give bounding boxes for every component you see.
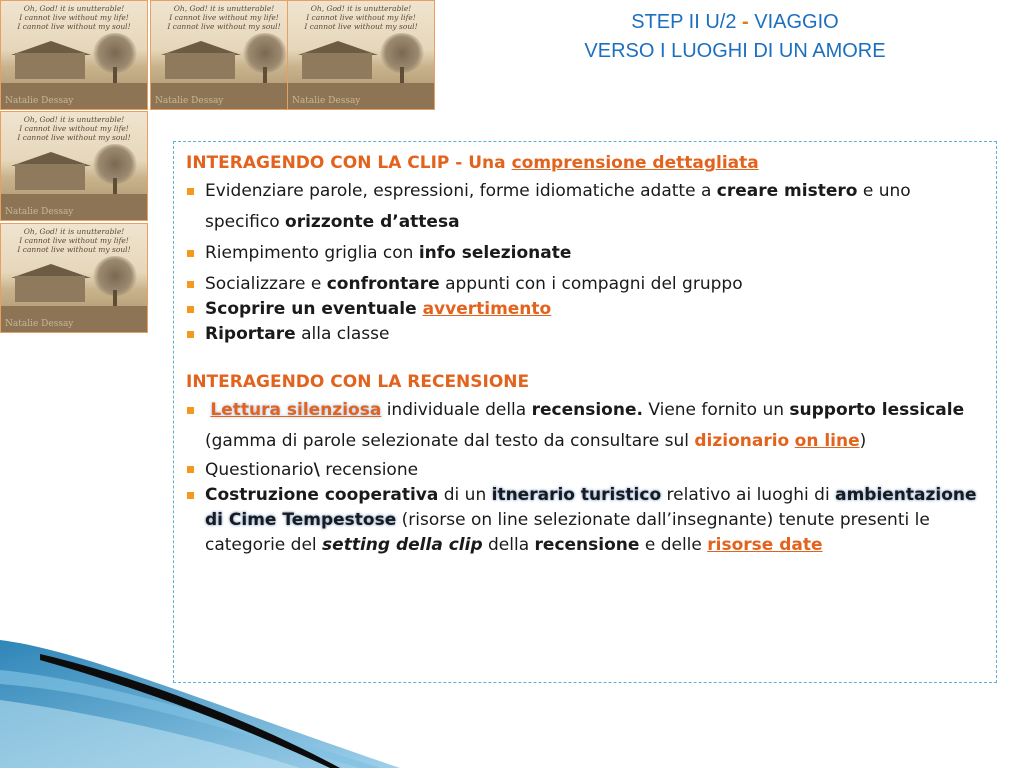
thumbnail-caption: Oh, God! it is unutterable! I cannot live without my life! I cannot live without my soul! (17, 115, 131, 142)
link-comprensione-dettagliata[interactable]: comprensione dettagliata (511, 153, 759, 173)
thumbnail-caption: Oh, God! it is unutterable! I cannot live without my life! I cannot live without my soul! (17, 227, 131, 254)
clip-thumbnail-2 (150, 0, 298, 110)
list-item: Riportare alla classe (186, 322, 982, 347)
title-line-2: VERSO I LUOGHI DI UN AMORE (584, 40, 886, 62)
slide-title (500, 8, 970, 66)
highlight-itinerario: itnerario turistico (491, 485, 662, 505)
highlight-lettura-silenziosa[interactable]: Lettura silenziosa (210, 400, 382, 420)
list-item: Evidenziare parole, espressioni, forme idiomatiche adatte a creare mistero e uno specifico orizzonte d’attesa (186, 176, 982, 238)
link-avvertimento[interactable]: avvertimento (422, 299, 552, 319)
clip-thumbnail-3 (287, 0, 435, 110)
list-item: Scoprire un eventuale avvertimento (186, 297, 982, 322)
list-item: Socializzare e confrontare appunti con i compagni del gruppo (186, 272, 982, 297)
highlight-ambientazione: ambientazione di Cime Tempestose (205, 485, 977, 530)
list-item: Lettura silenziosa individuale della recensione. Viene fornito un supporto lessicale (gamma di parole selezionate dal testo da consultare sul dizionario on line) (186, 395, 982, 457)
thumbnail-caption: Oh, God! it is unutterable! I cannot live without my life! I cannot live without my soul! (304, 4, 418, 31)
link-on-line[interactable]: on line (794, 431, 860, 451)
thumbnail-signature: Natalie Dessay (5, 207, 74, 217)
title-line-1: STEP II U/2 - VIAGGIO (631, 11, 839, 33)
section-heading-review: INTERAGENDO CON LA RECENSIONE (186, 372, 530, 392)
clip-thumbnail-4 (0, 111, 148, 221)
section-heading-clip: INTERAGENDO CON LA CLIP - Una comprensione dettagliata (186, 153, 759, 173)
clip-thumbnail-5 (0, 223, 148, 333)
thumbnail-signature: Natalie Dessay (292, 96, 361, 106)
title-dash: - (742, 11, 749, 33)
thumbnail-caption: Oh, God! it is unutterable! I cannot live without my life! I cannot live without my soul! (167, 4, 281, 31)
link-risorse-date[interactable]: risorse date (707, 535, 823, 555)
thumbnail-caption: Oh, God! it is unutterable! I cannot live without my life! I cannot live without my soul! (17, 4, 131, 31)
thumbnail-signature: Natalie Dessay (155, 96, 224, 106)
clip-thumbnail-1 (0, 0, 148, 110)
clip-task-list (186, 176, 982, 347)
thumbnail-signature: Natalie Dessay (5, 319, 74, 329)
list-item: Costruzione cooperativa di un itnerario turistico relativo ai luoghi di ambientazione di Cime Tempestose (risorse on line selezionate dall’insegnante) tenute presenti le categorie del setting della clip della recensione e delle risorse date (186, 483, 982, 558)
content-box (173, 141, 997, 683)
thumbnail-signature: Natalie Dessay (5, 96, 74, 106)
list-item: Riempimento griglia con info selezionate (186, 238, 982, 269)
list-item: Questionario\ recensione (186, 457, 982, 483)
review-task-list (186, 395, 982, 558)
decorative-swoosh (0, 640, 400, 768)
